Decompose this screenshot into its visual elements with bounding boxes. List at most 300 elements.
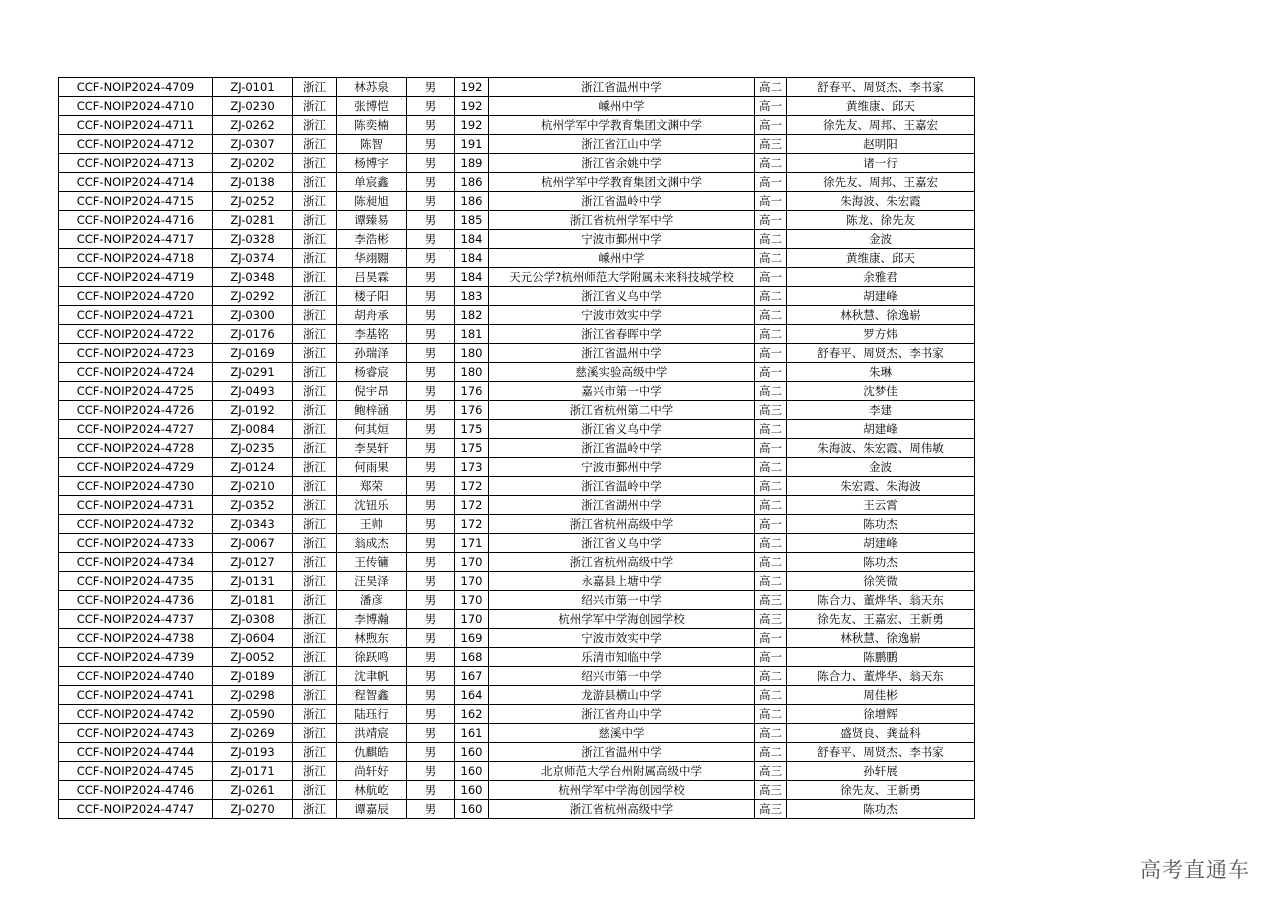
contestant-id-cell: CCF-NOIP2024-4710 (59, 97, 213, 116)
name-cell: 李博瀚 (337, 610, 407, 629)
school-cell: 绍兴市第一中学 (489, 591, 755, 610)
code-cell: ZJ-0127 (213, 553, 293, 572)
coach-cell: 诸一行 (787, 154, 975, 173)
coach-cell: 余雅君 (787, 268, 975, 287)
school-cell: 浙江省义乌中学 (489, 287, 755, 306)
school-cell: 浙江省温岭中学 (489, 439, 755, 458)
score-cell: 183 (455, 287, 489, 306)
score-cell: 180 (455, 344, 489, 363)
province-cell: 浙江 (293, 211, 337, 230)
gender-cell: 男 (407, 572, 455, 591)
name-cell: 谭臻易 (337, 211, 407, 230)
code-cell: ZJ-0493 (213, 382, 293, 401)
coach-cell: 陈合力、董烨华、翁天东 (787, 667, 975, 686)
coach-cell: 舒春平、周贤杰、李书家 (787, 743, 975, 762)
contestant-id-cell: CCF-NOIP2024-4715 (59, 192, 213, 211)
province-cell: 浙江 (293, 610, 337, 629)
grade-cell: 高一 (755, 648, 787, 667)
score-cell: 175 (455, 420, 489, 439)
name-cell: 尚轩好 (337, 762, 407, 781)
province-cell: 浙江 (293, 249, 337, 268)
gender-cell: 男 (407, 515, 455, 534)
name-cell: 胡舟承 (337, 306, 407, 325)
score-cell: 169 (455, 629, 489, 648)
grade-cell: 高二 (755, 420, 787, 439)
gender-cell: 男 (407, 97, 455, 116)
school-cell: 杭州学军中学教育集团文渊中学 (489, 173, 755, 192)
contestant-id-cell: CCF-NOIP2024-4726 (59, 401, 213, 420)
province-cell: 浙江 (293, 572, 337, 591)
gender-cell: 男 (407, 534, 455, 553)
table-row (59, 648, 975, 667)
contestant-id-cell: CCF-NOIP2024-4746 (59, 781, 213, 800)
score-cell: 176 (455, 401, 489, 420)
school-cell: 杭州学军中学海创园学校 (489, 610, 755, 629)
score-cell: 172 (455, 477, 489, 496)
grade-cell: 高二 (755, 154, 787, 173)
province-cell: 浙江 (293, 306, 337, 325)
gender-cell: 男 (407, 762, 455, 781)
contestant-id-cell: CCF-NOIP2024-4739 (59, 648, 213, 667)
gender-cell: 男 (407, 781, 455, 800)
name-cell: 徐跃鸣 (337, 648, 407, 667)
coach-cell: 朱琳 (787, 363, 975, 382)
table-row (59, 135, 975, 154)
province-cell: 浙江 (293, 401, 337, 420)
code-cell: ZJ-0292 (213, 287, 293, 306)
grade-cell: 高三 (755, 762, 787, 781)
code-cell: ZJ-0230 (213, 97, 293, 116)
province-cell: 浙江 (293, 135, 337, 154)
contestant-id-cell: CCF-NOIP2024-4727 (59, 420, 213, 439)
contestant-id-cell: CCF-NOIP2024-4711 (59, 116, 213, 135)
province-cell: 浙江 (293, 667, 337, 686)
school-cell: 绍兴市第一中学 (489, 667, 755, 686)
table-row (59, 439, 975, 458)
school-cell: 浙江省温州中学 (489, 344, 755, 363)
grade-cell: 高三 (755, 135, 787, 154)
score-cell: 180 (455, 363, 489, 382)
table-row (59, 268, 975, 287)
province-cell: 浙江 (293, 458, 337, 477)
table-body (59, 78, 975, 819)
grade-cell: 高二 (755, 553, 787, 572)
school-cell: 乐清市知临中学 (489, 648, 755, 667)
grade-cell: 高二 (755, 496, 787, 515)
table-row (59, 154, 975, 173)
table-row (59, 724, 975, 743)
results-table (58, 77, 975, 819)
name-cell: 杨博宇 (337, 154, 407, 173)
contestant-id-cell: CCF-NOIP2024-4725 (59, 382, 213, 401)
coach-cell: 徐笑微 (787, 572, 975, 591)
name-cell: 翁成杰 (337, 534, 407, 553)
coach-cell: 林秋慧、徐逸崭 (787, 629, 975, 648)
province-cell: 浙江 (293, 325, 337, 344)
contestant-id-cell: CCF-NOIP2024-4740 (59, 667, 213, 686)
score-cell: 185 (455, 211, 489, 230)
province-cell: 浙江 (293, 97, 337, 116)
contestant-id-cell: CCF-NOIP2024-4722 (59, 325, 213, 344)
code-cell: ZJ-0169 (213, 344, 293, 363)
grade-cell: 高一 (755, 629, 787, 648)
code-cell: ZJ-0328 (213, 230, 293, 249)
school-cell: 嵊州中学 (489, 249, 755, 268)
table-row (59, 572, 975, 591)
contestant-id-cell: CCF-NOIP2024-4709 (59, 78, 213, 97)
province-cell: 浙江 (293, 800, 337, 819)
table-row (59, 344, 975, 363)
name-cell: 倪宇昂 (337, 382, 407, 401)
code-cell: ZJ-0084 (213, 420, 293, 439)
table-row (59, 762, 975, 781)
gender-cell: 男 (407, 591, 455, 610)
code-cell: ZJ-0298 (213, 686, 293, 705)
grade-cell: 高一 (755, 192, 787, 211)
grade-cell: 高三 (755, 610, 787, 629)
coach-cell: 胡建峰 (787, 287, 975, 306)
province-cell: 浙江 (293, 534, 337, 553)
contestant-id-cell: CCF-NOIP2024-4745 (59, 762, 213, 781)
name-cell: 李基铭 (337, 325, 407, 344)
grade-cell: 高二 (755, 458, 787, 477)
code-cell: ZJ-0067 (213, 534, 293, 553)
school-cell: 永嘉县上塘中学 (489, 572, 755, 591)
score-cell: 161 (455, 724, 489, 743)
watermark-text: 高考直通车 (1140, 858, 1250, 882)
table-row (59, 743, 975, 762)
gender-cell: 男 (407, 629, 455, 648)
name-cell: 吕昊霖 (337, 268, 407, 287)
name-cell: 沈聿帆 (337, 667, 407, 686)
coach-cell: 林秋慧、徐逸崭 (787, 306, 975, 325)
coach-cell: 金波 (787, 230, 975, 249)
grade-cell: 高二 (755, 287, 787, 306)
name-cell: 何其烜 (337, 420, 407, 439)
province-cell: 浙江 (293, 192, 337, 211)
grade-cell: 高一 (755, 173, 787, 192)
contestant-id-cell: CCF-NOIP2024-4721 (59, 306, 213, 325)
contestant-id-cell: CCF-NOIP2024-4737 (59, 610, 213, 629)
code-cell: ZJ-0374 (213, 249, 293, 268)
code-cell: ZJ-0261 (213, 781, 293, 800)
name-cell: 华翊翾 (337, 249, 407, 268)
gender-cell: 男 (407, 477, 455, 496)
school-cell: 浙江省温岭中学 (489, 192, 755, 211)
score-cell: 191 (455, 135, 489, 154)
coach-cell: 胡建峰 (787, 534, 975, 553)
gender-cell: 男 (407, 724, 455, 743)
grade-cell: 高二 (755, 477, 787, 496)
table-row (59, 496, 975, 515)
code-cell: ZJ-0176 (213, 325, 293, 344)
score-cell: 175 (455, 439, 489, 458)
province-cell: 浙江 (293, 724, 337, 743)
province-cell: 浙江 (293, 762, 337, 781)
name-cell: 郑荣 (337, 477, 407, 496)
gender-cell: 男 (407, 363, 455, 382)
school-cell: 慈溪中学 (489, 724, 755, 743)
gender-cell: 男 (407, 800, 455, 819)
gender-cell: 男 (407, 458, 455, 477)
province-cell: 浙江 (293, 230, 337, 249)
coach-cell: 李建 (787, 401, 975, 420)
gender-cell: 男 (407, 667, 455, 686)
gender-cell: 男 (407, 401, 455, 420)
province-cell: 浙江 (293, 78, 337, 97)
grade-cell: 高二 (755, 572, 787, 591)
contestant-id-cell: CCF-NOIP2024-4729 (59, 458, 213, 477)
school-cell: 浙江省舟山中学 (489, 705, 755, 724)
name-cell: 陈昶旭 (337, 192, 407, 211)
contestant-id-cell: CCF-NOIP2024-4736 (59, 591, 213, 610)
name-cell: 汪昊泽 (337, 572, 407, 591)
coach-cell: 陈功杰 (787, 553, 975, 572)
school-cell: 浙江省杭州高级中学 (489, 553, 755, 572)
coach-cell: 徐增辉 (787, 705, 975, 724)
name-cell: 张博恺 (337, 97, 407, 116)
code-cell: ZJ-0352 (213, 496, 293, 515)
contestant-id-cell: CCF-NOIP2024-4743 (59, 724, 213, 743)
table-row (59, 686, 975, 705)
grade-cell: 高二 (755, 667, 787, 686)
coach-cell: 徐先友、王嘉宏、王新勇 (787, 610, 975, 629)
gender-cell: 男 (407, 306, 455, 325)
table-row (59, 306, 975, 325)
contestant-id-cell: CCF-NOIP2024-4724 (59, 363, 213, 382)
grade-cell: 高三 (755, 591, 787, 610)
contestant-id-cell: CCF-NOIP2024-4730 (59, 477, 213, 496)
name-cell: 陈智 (337, 135, 407, 154)
contestant-id-cell: CCF-NOIP2024-4718 (59, 249, 213, 268)
score-cell: 167 (455, 667, 489, 686)
gender-cell: 男 (407, 553, 455, 572)
score-cell: 172 (455, 496, 489, 515)
province-cell: 浙江 (293, 420, 337, 439)
name-cell: 潘彦 (337, 591, 407, 610)
score-cell: 160 (455, 800, 489, 819)
score-cell: 192 (455, 97, 489, 116)
province-cell: 浙江 (293, 496, 337, 515)
table-row (59, 382, 975, 401)
score-cell: 160 (455, 781, 489, 800)
table-row (59, 610, 975, 629)
score-cell: 160 (455, 762, 489, 781)
code-cell: ZJ-0269 (213, 724, 293, 743)
school-cell: 浙江省杭州学军中学 (489, 211, 755, 230)
coach-cell: 朱宏霞、朱海波 (787, 477, 975, 496)
score-cell: 181 (455, 325, 489, 344)
contestant-id-cell: CCF-NOIP2024-4717 (59, 230, 213, 249)
grade-cell: 高一 (755, 363, 787, 382)
code-cell: ZJ-0210 (213, 477, 293, 496)
school-cell: 天元公学?杭州师范大学附属未来科技城学校 (489, 268, 755, 287)
name-cell: 单宸鑫 (337, 173, 407, 192)
grade-cell: 高三 (755, 800, 787, 819)
table-row (59, 78, 975, 97)
name-cell: 林航屹 (337, 781, 407, 800)
province-cell: 浙江 (293, 553, 337, 572)
school-cell: 浙江省杭州第二中学 (489, 401, 755, 420)
name-cell: 谭嘉辰 (337, 800, 407, 819)
province-cell: 浙江 (293, 705, 337, 724)
grade-cell: 高一 (755, 211, 787, 230)
table-row (59, 249, 975, 268)
contestant-id-cell: CCF-NOIP2024-4719 (59, 268, 213, 287)
province-cell: 浙江 (293, 173, 337, 192)
grade-cell: 高一 (755, 344, 787, 363)
school-cell: 龙游县横山中学 (489, 686, 755, 705)
score-cell: 171 (455, 534, 489, 553)
code-cell: ZJ-0171 (213, 762, 293, 781)
contestant-id-cell: CCF-NOIP2024-4734 (59, 553, 213, 572)
name-cell: 陈奕楠 (337, 116, 407, 135)
school-cell: 浙江省春晖中学 (489, 325, 755, 344)
gender-cell: 男 (407, 382, 455, 401)
table-row (59, 477, 975, 496)
table-row (59, 363, 975, 382)
name-cell: 陆珏行 (337, 705, 407, 724)
school-cell: 宁波市鄞州中学 (489, 230, 755, 249)
coach-cell: 徐先友、周邦、王嘉宏 (787, 116, 975, 135)
score-cell: 184 (455, 268, 489, 287)
name-cell: 程智鑫 (337, 686, 407, 705)
code-cell: ZJ-0202 (213, 154, 293, 173)
score-cell: 173 (455, 458, 489, 477)
school-cell: 浙江省杭州高级中学 (489, 800, 755, 819)
school-cell: 浙江省江山中学 (489, 135, 755, 154)
province-cell: 浙江 (293, 648, 337, 667)
province-cell: 浙江 (293, 154, 337, 173)
coach-cell: 徐先友、周邦、王嘉宏 (787, 173, 975, 192)
school-cell: 浙江省湖州中学 (489, 496, 755, 515)
name-cell: 林煦东 (337, 629, 407, 648)
code-cell: ZJ-0262 (213, 116, 293, 135)
school-cell: 浙江省温州中学 (489, 743, 755, 762)
contestant-id-cell: CCF-NOIP2024-4712 (59, 135, 213, 154)
grade-cell: 高一 (755, 97, 787, 116)
gender-cell: 男 (407, 116, 455, 135)
school-cell: 慈溪实验高级中学 (489, 363, 755, 382)
gender-cell: 男 (407, 610, 455, 629)
province-cell: 浙江 (293, 116, 337, 135)
code-cell: ZJ-0192 (213, 401, 293, 420)
school-cell: 浙江省义乌中学 (489, 534, 755, 553)
score-cell: 192 (455, 78, 489, 97)
gender-cell: 男 (407, 420, 455, 439)
coach-cell: 朱海波、朱宏霞 (787, 192, 975, 211)
province-cell: 浙江 (293, 515, 337, 534)
gender-cell: 男 (407, 249, 455, 268)
table-row (59, 192, 975, 211)
coach-cell: 舒春平、周贤杰、李书家 (787, 344, 975, 363)
coach-cell: 胡建峰 (787, 420, 975, 439)
code-cell: ZJ-0138 (213, 173, 293, 192)
province-cell: 浙江 (293, 344, 337, 363)
school-cell: 宁波市效实中学 (489, 629, 755, 648)
code-cell: ZJ-0193 (213, 743, 293, 762)
coach-cell: 黄维康、邱天 (787, 97, 975, 116)
score-cell: 189 (455, 154, 489, 173)
grade-cell: 高一 (755, 439, 787, 458)
gender-cell: 男 (407, 135, 455, 154)
contestant-id-cell: CCF-NOIP2024-4713 (59, 154, 213, 173)
contestant-id-cell: CCF-NOIP2024-4747 (59, 800, 213, 819)
code-cell: ZJ-0235 (213, 439, 293, 458)
province-cell: 浙江 (293, 686, 337, 705)
grade-cell: 高二 (755, 705, 787, 724)
grade-cell: 高二 (755, 230, 787, 249)
grade-cell: 高二 (755, 743, 787, 762)
table-row (59, 591, 975, 610)
grade-cell: 高二 (755, 686, 787, 705)
name-cell: 楼子阳 (337, 287, 407, 306)
grade-cell: 高一 (755, 268, 787, 287)
score-cell: 184 (455, 230, 489, 249)
school-cell: 杭州学军中学教育集团文渊中学 (489, 116, 755, 135)
school-cell: 浙江省余姚中学 (489, 154, 755, 173)
grade-cell: 高二 (755, 306, 787, 325)
gender-cell: 男 (407, 192, 455, 211)
province-cell: 浙江 (293, 591, 337, 610)
contestant-id-cell: CCF-NOIP2024-4723 (59, 344, 213, 363)
score-cell: 170 (455, 610, 489, 629)
code-cell: ZJ-0291 (213, 363, 293, 382)
grade-cell: 高二 (755, 382, 787, 401)
grade-cell: 高二 (755, 534, 787, 553)
score-cell: 168 (455, 648, 489, 667)
table-row (59, 553, 975, 572)
name-cell: 李浩彬 (337, 230, 407, 249)
school-cell: 北京师范大学台州附属高级中学 (489, 762, 755, 781)
table-row (59, 173, 975, 192)
code-cell: ZJ-0270 (213, 800, 293, 819)
name-cell: 王传镛 (337, 553, 407, 572)
gender-cell: 男 (407, 496, 455, 515)
score-cell: 170 (455, 591, 489, 610)
score-cell: 184 (455, 249, 489, 268)
coach-cell: 王云霄 (787, 496, 975, 515)
coach-cell: 黄维康、邱天 (787, 249, 975, 268)
contestant-id-cell: CCF-NOIP2024-4732 (59, 515, 213, 534)
grade-cell: 高二 (755, 249, 787, 268)
grade-cell: 高三 (755, 781, 787, 800)
score-cell: 182 (455, 306, 489, 325)
name-cell: 鲍梓涵 (337, 401, 407, 420)
coach-cell: 陈鹏鹏 (787, 648, 975, 667)
table-row (59, 705, 975, 724)
school-cell: 浙江省杭州高级中学 (489, 515, 755, 534)
contestant-id-cell: CCF-NOIP2024-4716 (59, 211, 213, 230)
contestant-id-cell: CCF-NOIP2024-4738 (59, 629, 213, 648)
code-cell: ZJ-0343 (213, 515, 293, 534)
school-cell: 浙江省温岭中学 (489, 477, 755, 496)
code-cell: ZJ-0101 (213, 78, 293, 97)
name-cell: 仇麒皓 (337, 743, 407, 762)
gender-cell: 男 (407, 268, 455, 287)
coach-cell: 徐先友、王新勇 (787, 781, 975, 800)
table-row (59, 97, 975, 116)
code-cell: ZJ-0300 (213, 306, 293, 325)
contestant-id-cell: CCF-NOIP2024-4741 (59, 686, 213, 705)
coach-cell: 孙轩展 (787, 762, 975, 781)
table-row (59, 211, 975, 230)
score-cell: 162 (455, 705, 489, 724)
score-cell: 170 (455, 572, 489, 591)
coach-cell: 陈功杰 (787, 515, 975, 534)
contestant-id-cell: CCF-NOIP2024-4720 (59, 287, 213, 306)
contestant-id-cell: CCF-NOIP2024-4714 (59, 173, 213, 192)
